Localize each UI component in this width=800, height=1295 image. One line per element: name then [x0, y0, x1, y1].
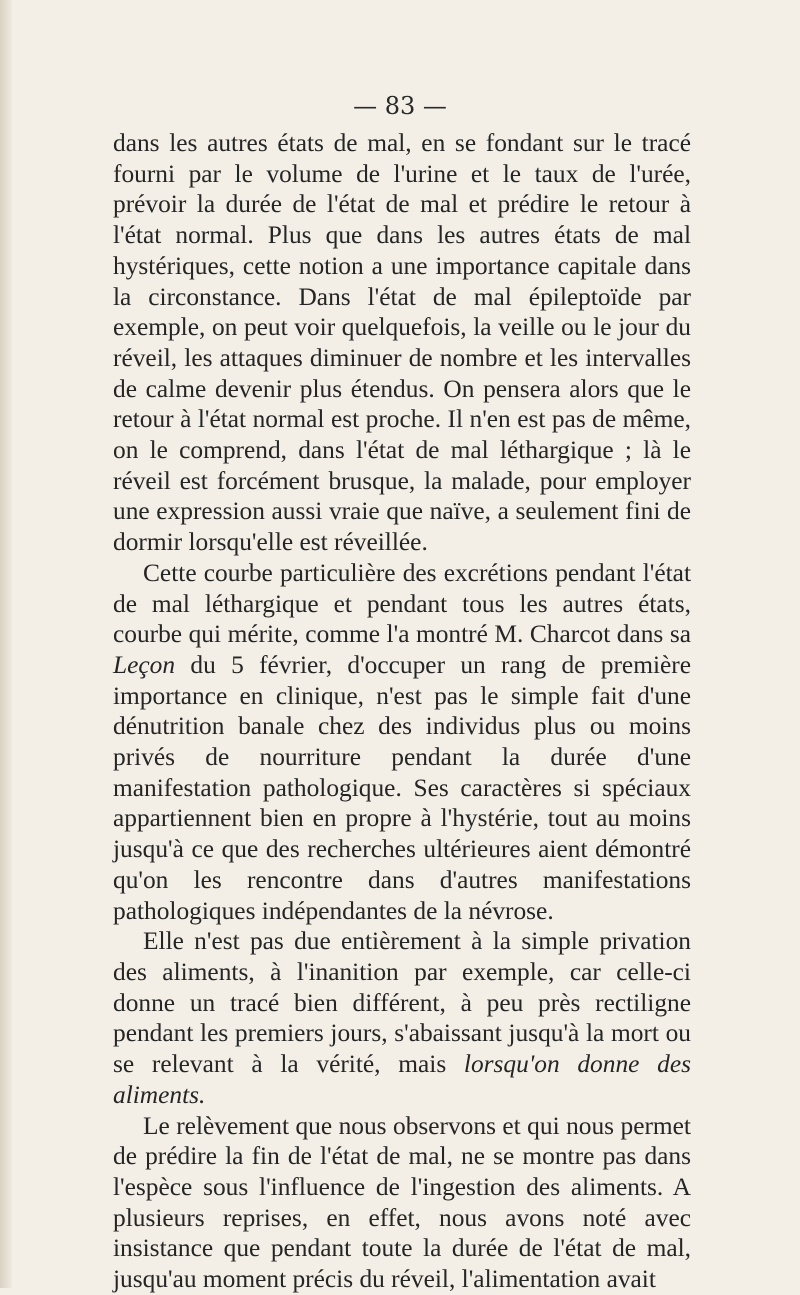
paragraph-2 [113, 558, 691, 926]
paragraph-1 [113, 128, 691, 558]
paragraph-4 [113, 1111, 691, 1295]
page-edge-shadow [0, 0, 12, 1288]
lecon-italic: Leçon [113, 650, 176, 679]
body-text [113, 128, 691, 1295]
paragraph-2-text-a: Cette courbe particulière des excrétions pendant l'état de mal léthargique et pendant tous les autres états, courbe qui mérite, comme l'a montré M. Charcot dans sa [113, 558, 691, 649]
page-number: — 83 — [353, 92, 447, 120]
paragraph-3-text: Elle n'est pas due entièrement à la simple privation des aliments, à l'inanition par exemple, car celle-ci donne un tracé bien différent, à peu près rectiligne pendant les premiers jours, s'abaissant jusqu'à la mort ou se relevant à la vérité, mais [113, 927, 691, 1079]
aliments-italic: lorsqu'on donne des aliments. [113, 1050, 691, 1109]
paragraph-1-text: dans les autres états de mal, en se fondant sur le tracé fourni par le volume de l'urine et le taux de l'urée, prévoir la durée de l'état de mal et prédire le retour à l'état normal. Plus que dans les autres états de mal hystériques, cette notion a une importance capitale dans la circonstance. Dans l'état de mal épileptoïde par exemple, on peut voir quelquefois, la veille ou le jour du réveil, les attaques diminuer de nombre et les intervalles de calme devenir plus étendus. On pensera alors que le retour à l'état normal est proche. Il n'en est pas de même, on le comprend, dans l'état de mal léthargique ; là le réveil est forcément brusque, la malade, pour employer une expression aussi vraie que naïve, a seulement fini de dormir lorsqu'elle est réveillée. [113, 129, 691, 557]
paragraph-2-text-b: du 5 février, d'occuper un rang de première importance en clinique, n'est pas le simple fait d'une dénutrition banale chez des individus plus ou moins privés de nourriture pendant la durée d'une manifestation pathologique. Ses caractères si spéciaux appartiennent bien en propre à l'hystérie, tout au moins jusqu'à ce que des recherches ultérieures aient démontré qu'on les rencontre dans d'autres manifestations pathologiques indépendantes de la névrose. [113, 650, 691, 925]
paragraph-4-text: Le relèvement que nous observons et qui nous permet de prédire la fin de l'état de mal, ne se montre pas dans l'espèce sous l'influence de l'ingestion des aliments. A plusieurs reprises, en effet, nous avons noté avec insistance que pendant toute la durée de l'état de mal, jusqu'au moment précis du réveil, l'alimentation avait [113, 1111, 691, 1294]
paragraph-3 [113, 926, 691, 1110]
